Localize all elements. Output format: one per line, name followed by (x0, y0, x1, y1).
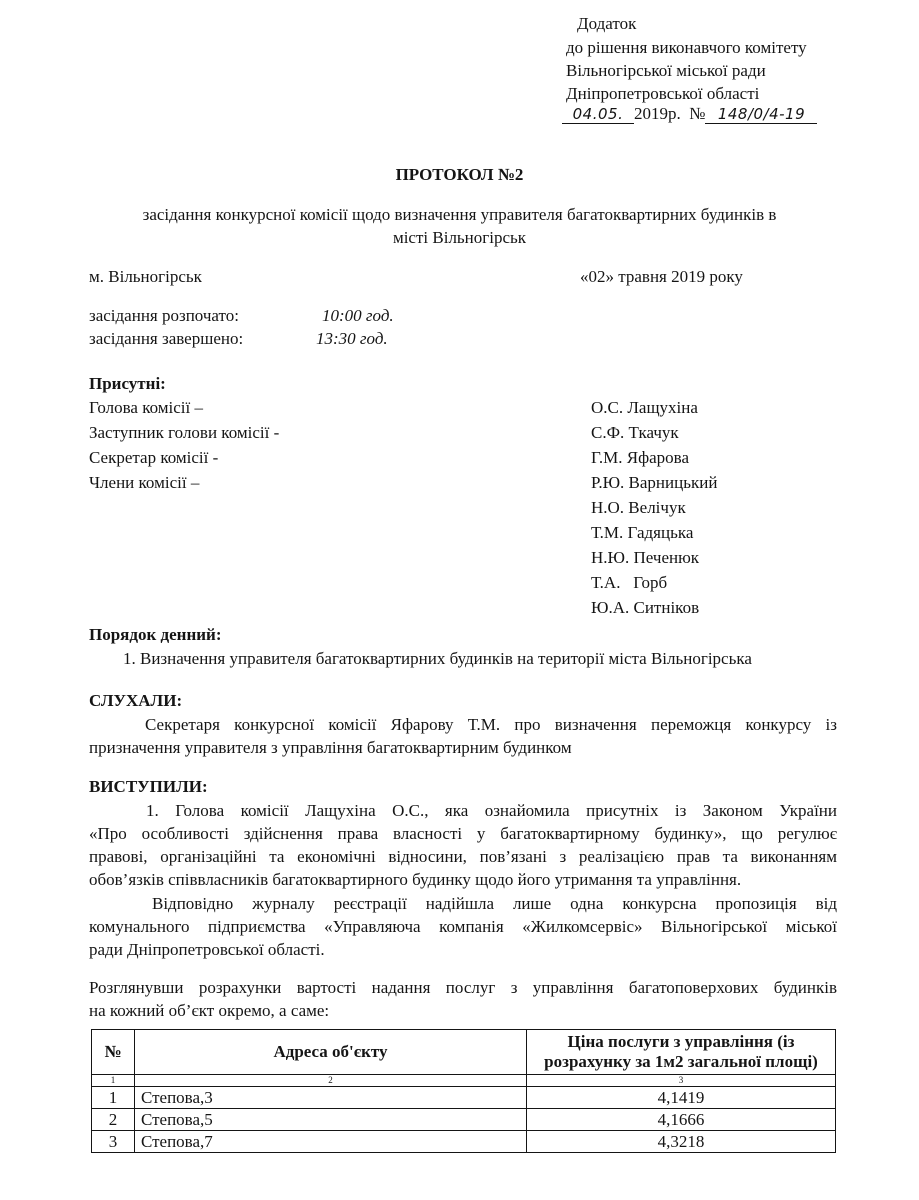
name-member-3: Т.М. Гадяцька (591, 523, 694, 542)
objects-price-table (91, 1029, 836, 1153)
session-start-label: засідання розпочато: (89, 306, 239, 325)
name-chair: О.С. Лащухіна (591, 398, 698, 417)
place: м. Вільногірськ (89, 267, 202, 286)
spoke-p1-line3: правові, організаційні та економічні відносини, пов’язані з реалізацією прав та виконанням (89, 847, 837, 866)
row-number: 1 (92, 1087, 135, 1109)
table-row (92, 1109, 836, 1131)
document-subtitle-line1: засідання конкурсної комісії щодо визначення управителя багатоквартирних будинків в (142, 205, 777, 224)
document-title: ПРОТОКОЛ №2 (395, 165, 524, 184)
header-number: № (92, 1030, 135, 1075)
appendix-council-line: Вільногірської міської ради (566, 61, 766, 80)
heard-text-line2: призначення управителя з управління багатоквартирним будинком (89, 738, 572, 757)
row-price: 4,1419 (527, 1087, 836, 1109)
column-number-3: 3 (527, 1075, 836, 1087)
spoke-heading: ВИСТУПИЛИ: (89, 777, 208, 796)
spoke-p3-line2: на кожний об’єкт окремо, а саме: (89, 1001, 330, 1020)
meeting-date: «02» травня 2019 року (580, 267, 743, 286)
table-row (92, 1131, 836, 1153)
handwritten-number: 148/0/4-19 (705, 106, 817, 124)
row-number: 2 (92, 1109, 135, 1131)
table-column-numbers-row (92, 1075, 836, 1087)
name-member-6: Ю.А. Ситніков (591, 598, 700, 617)
spoke-p2-line3: ради Дніпропетровської області. (89, 940, 325, 959)
agenda-heading: Порядок денний: (89, 625, 222, 644)
session-end-label: засідання завершено: (89, 329, 244, 348)
row-address: Степова,7 (135, 1131, 527, 1153)
heard-text-line1: Секретаря конкурсної комісії Яфарову Т.М. про визначення переможця конкурсу із (145, 715, 837, 734)
header-price-line2: розрахунку за 1м2 загальної площі) (544, 1052, 818, 1071)
name-member-4: Н.Ю. Печенюк (591, 548, 700, 567)
spoke-p3-line1: Розглянувши розрахунки вартості надання послуг з управління багатоповерхових будинків (89, 978, 837, 997)
session-start-time: 10:00 год. (322, 306, 394, 325)
role-deputy: Заступник голови комісії - (89, 423, 280, 442)
appendix-decision-line: до рішення виконавчого комітету (566, 38, 807, 57)
document-subtitle-line2: місті Вільногірськ (392, 228, 527, 247)
header-price-line1: Ціна послуги з управління (із (567, 1032, 795, 1051)
name-deputy: С.Ф. Ткачук (591, 423, 679, 442)
name-secretary: Г.М. Яфарова (591, 448, 690, 467)
appendix-year: 2019р. (634, 104, 681, 123)
row-number: 3 (92, 1131, 135, 1153)
table-row (92, 1087, 836, 1109)
table-header-row (92, 1030, 836, 1075)
heard-heading: СЛУХАЛИ: (89, 691, 183, 710)
appendix-title: Додаток (577, 14, 637, 33)
role-chair: Голова комісії – (89, 398, 203, 417)
header-address: Адреса об'єкту (135, 1030, 527, 1075)
name-member-5: Т.А. Горб (591, 573, 668, 592)
agenda-item-1: 1. Визначення управителя багатоквартирних будинків на території міста Вільногірська (123, 649, 752, 668)
column-number-1: 1 (92, 1075, 135, 1087)
row-address: Степова,3 (135, 1087, 527, 1109)
number-sign: № (689, 104, 706, 123)
column-number-2: 2 (135, 1075, 527, 1087)
session-end-time: 13:30 год. (316, 329, 388, 348)
spoke-p1-line4: обов’язків співвласників багатоквартирного будинку щодо його утримання та управління. (89, 870, 742, 889)
spoke-p2-line2: комунального підприємства «Управляюча компанія «Жилкомсервіс» Вільногірської міської (89, 917, 837, 936)
appendix-date-number (562, 104, 817, 124)
row-price: 4,3218 (527, 1131, 836, 1153)
role-members: Члени комісії – (89, 473, 200, 492)
present-heading: Присутні: (89, 374, 166, 393)
appendix-region-line: Дніпропетровської області (566, 84, 760, 103)
spoke-p2-line1: Відповідно журналу реєстрації надійшла лише одна конкурсна пропозиція від (152, 894, 837, 913)
row-address: Степова,5 (135, 1109, 527, 1131)
name-member-2: Н.О. Велічук (591, 498, 686, 517)
spoke-p1-line1: 1. Голова комісії Лащухіна О.С., яка ознайомила присутніх із Законом України (146, 801, 837, 820)
header-price (527, 1030, 836, 1075)
spoke-p1-line2: «Про особливості здійснення права власності у багатоквартирному будинку», що регулює (89, 824, 837, 843)
handwritten-date: 04.05. (562, 106, 634, 124)
row-price: 4,1666 (527, 1109, 836, 1131)
name-member-1: Р.Ю. Варницький (591, 473, 718, 492)
role-secretary: Секретар комісії - (89, 448, 219, 467)
